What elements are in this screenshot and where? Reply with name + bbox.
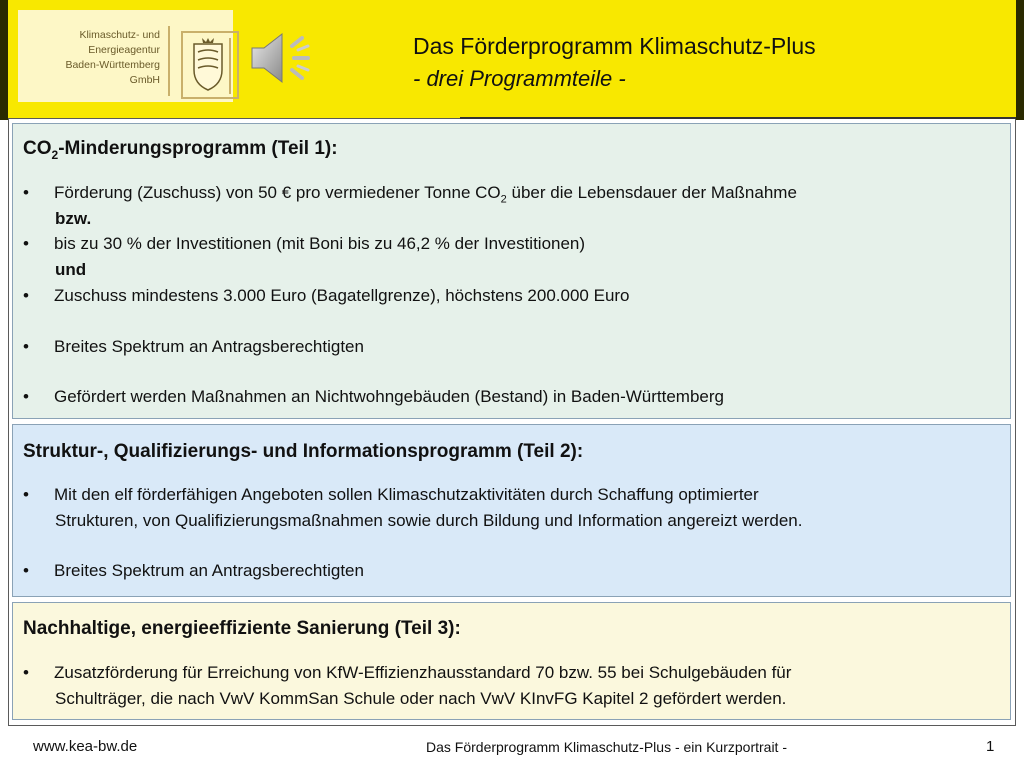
- panel-1-bullet-grant-limits: • Zuschuss mindestens 3.000 Euro (Bagatellgrenze), höchstens 200.000 Euro: [23, 286, 630, 305]
- bullet-icon: •: [23, 485, 29, 504]
- panel-3-title: Nachhaltige, energieeffiziente Sanierung (Teil 3):: [23, 618, 461, 639]
- panel-2-bullet-offers: • Mit den elf förderfähigen Angeboten sollen Klimaschutzaktivitäten durch Schaffung optimierter: [23, 485, 759, 504]
- header-right-edge: [1016, 0, 1024, 120]
- panel-2-title: Struktur-, Qualifizierungs- und Informationsprogramm (Teil 2):: [23, 441, 584, 462]
- page-number: 1: [986, 738, 995, 755]
- panel-1-title: $CO_2$-Minderungsprogramm (Teil 1):: [23, 138, 338, 162]
- panel-1-conjunction-und: und: [55, 260, 87, 279]
- logo-line-1: Klimaschutz- und: [79, 29, 160, 41]
- logo-line-4: GmbH: [129, 74, 160, 86]
- panel-2-bullet-offers-cont: Strukturen, von Qualifizierungsmaßnahmen sowie durch Bildung und Information angereizt werden.: [55, 511, 803, 530]
- bullet-icon: •: [23, 234, 29, 253]
- panel-part-3: [12, 602, 1011, 720]
- header-band: [0, 0, 1024, 120]
- panel-2-bullet-applicants: • Breites Spektrum an Antragsberechtigten: [23, 561, 364, 580]
- bullet-icon: •: [23, 561, 29, 580]
- bullet-icon: •: [23, 387, 29, 406]
- panel-1-conjunction-bzw: bzw.: [55, 209, 92, 228]
- bullet-icon: •: [23, 286, 29, 305]
- bullet-icon: •: [23, 337, 29, 356]
- organization-logo: [18, 10, 233, 102]
- panel-part-2: [12, 424, 1011, 597]
- logo-line-3: Baden-Württemberg: [65, 59, 160, 71]
- slide-subtitle: - drei Programmteile -: [413, 66, 626, 91]
- logo-line-2: Energieagentur: [88, 44, 160, 56]
- bullet-icon: •: [23, 663, 29, 682]
- panel-3-bullet-kfw: • Zusatzförderung für Erreichung von KfW-Effizienzhausstandard 70 bzw. 55 bei Schulgebäuden für: [23, 663, 792, 682]
- panel-part-1: [12, 123, 1011, 419]
- frame-top-rule: [460, 117, 1016, 119]
- slide-title: Das Förderprogramm Klimaschutz-Plus: [413, 33, 816, 59]
- coat-of-arms-icon: [180, 30, 240, 100]
- panel-1-bullet-investment: • bis zu 30 % der Investitionen (mit Boni bis zu 46,2 % der Investitionen): [23, 234, 586, 253]
- speaker-icon[interactable]: [248, 28, 318, 88]
- panel-1-bullet-applicants: • Breites Spektrum an Antragsberechtigten: [23, 337, 364, 356]
- panel-1-bullet-funding: • Förderung (Zuschuss) von 50 € pro vermiedener Tonne $CO_2$ über die Lebensdauer der Maßnahme: [23, 183, 797, 206]
- bullet-icon: •: [23, 183, 29, 202]
- logo-text: [38, 28, 160, 88]
- logo-divider: [168, 26, 170, 96]
- footer-url-link[interactable]: www.kea-bw.de: [33, 738, 138, 755]
- header-left-edge: [0, 0, 8, 120]
- footer-title: Das Förderprogramm Klimaschutz-Plus - ein Kurzportrait -: [426, 739, 787, 755]
- panel-3-bullet-kfw-cont: Schulträger, die nach VwV KommSan Schule oder nach VwV KInvFG Kapitel 2 gefördert werden.: [55, 689, 787, 708]
- panel-1-bullet-buildings: • Gefördert werden Maßnahmen an Nichtwohngebäuden (Bestand) in Baden-Württemberg: [23, 387, 724, 406]
